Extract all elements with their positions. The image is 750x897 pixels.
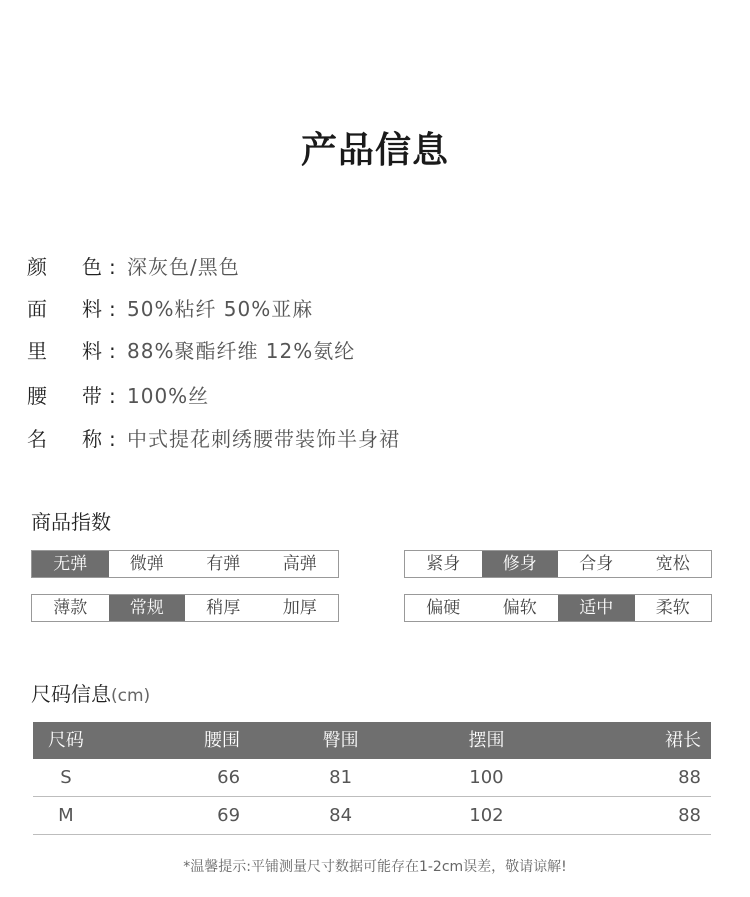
thickness-option: 常规 [109, 595, 186, 621]
softness-option: 偏软 [502, 598, 537, 618]
spec-color [27, 252, 240, 282]
table-cell: 81 [329, 767, 353, 788]
table-cell: 66 [217, 767, 241, 788]
spec-label: 料 [82, 297, 102, 321]
spec-value: 深灰色/黑色 [127, 255, 240, 279]
spec-value: 88%聚酯纤维 12%氨纶 [127, 339, 356, 363]
fit-index [404, 550, 712, 578]
header-cell: 臀围 [322, 730, 359, 751]
spec-lining [27, 336, 356, 366]
spec-colon: : [109, 339, 116, 363]
spec-value: 100%丝 [127, 384, 210, 408]
header-cell: 尺码 [47, 730, 84, 751]
spec-label: 称 [82, 427, 102, 451]
spec-name [27, 424, 400, 454]
spec-colon: : [109, 427, 116, 451]
table-cell: M [58, 805, 74, 826]
spec-label: 颜 [27, 255, 47, 279]
table-cell: 102 [469, 805, 504, 826]
table-cell: 84 [329, 805, 353, 826]
spec-label: 里 [27, 339, 47, 363]
table-cell: 69 [217, 805, 241, 826]
softness-option: 柔软 [655, 598, 690, 618]
table-cell: 100 [469, 767, 504, 788]
spec-colon: : [109, 384, 116, 408]
spec-label: 色 [82, 255, 102, 279]
spec-label: 名 [27, 427, 47, 451]
softness-option: 适中 [558, 595, 635, 621]
header-cell: 摆围 [468, 730, 505, 751]
index-title: 商品指数 [31, 510, 111, 534]
page-title: 产品信息 [300, 130, 449, 171]
softness-option: 偏硬 [426, 598, 461, 618]
thickness-option: 薄款 [53, 598, 88, 618]
size-title-text: 尺码信息 [31, 682, 111, 706]
size-table [33, 722, 711, 835]
size-unit: (cm) [111, 686, 151, 706]
spec-label: 面 [27, 297, 47, 321]
table-row [33, 759, 711, 797]
spec-value: 中式提花刺绣腰带装饰半身裙 [127, 427, 400, 451]
size-table-header [33, 722, 711, 759]
table-cell: 88 [678, 767, 702, 788]
table-cell: S [60, 767, 72, 788]
elasticity-option: 微弹 [129, 554, 164, 574]
spec-label: 料 [82, 339, 102, 363]
fit-option: 宽松 [655, 554, 690, 574]
header-cell: 裙长 [665, 730, 702, 751]
fit-option: 合身 [579, 554, 614, 574]
thickness-option: 稍厚 [206, 598, 241, 618]
table-row [33, 797, 711, 835]
spec-fabric [27, 294, 314, 324]
elasticity-index [31, 550, 339, 578]
spec-value: 50%粘纤 50%亚麻 [127, 297, 314, 321]
softness-index [404, 594, 712, 622]
spec-colon: : [109, 255, 116, 279]
table-cell: 88 [678, 805, 702, 826]
spec-label: 腰 [27, 384, 47, 408]
thickness-option: 加厚 [282, 598, 317, 618]
elasticity-option: 高弹 [282, 554, 317, 574]
size-title [31, 678, 150, 707]
spec-colon: : [109, 297, 116, 321]
elasticity-option: 无弹 [32, 551, 109, 577]
fit-option: 紧身 [426, 554, 461, 574]
thickness-index [31, 594, 339, 622]
spec-label: 带 [82, 384, 102, 408]
elasticity-option: 有弹 [206, 554, 241, 574]
measurement-note: *温馨提示:平铺测量尺寸数据可能存在1-2cm误差，敬请谅解! [183, 859, 567, 875]
header-cell: 腰围 [204, 730, 241, 751]
spec-belt [27, 381, 210, 411]
fit-option: 修身 [482, 551, 559, 577]
